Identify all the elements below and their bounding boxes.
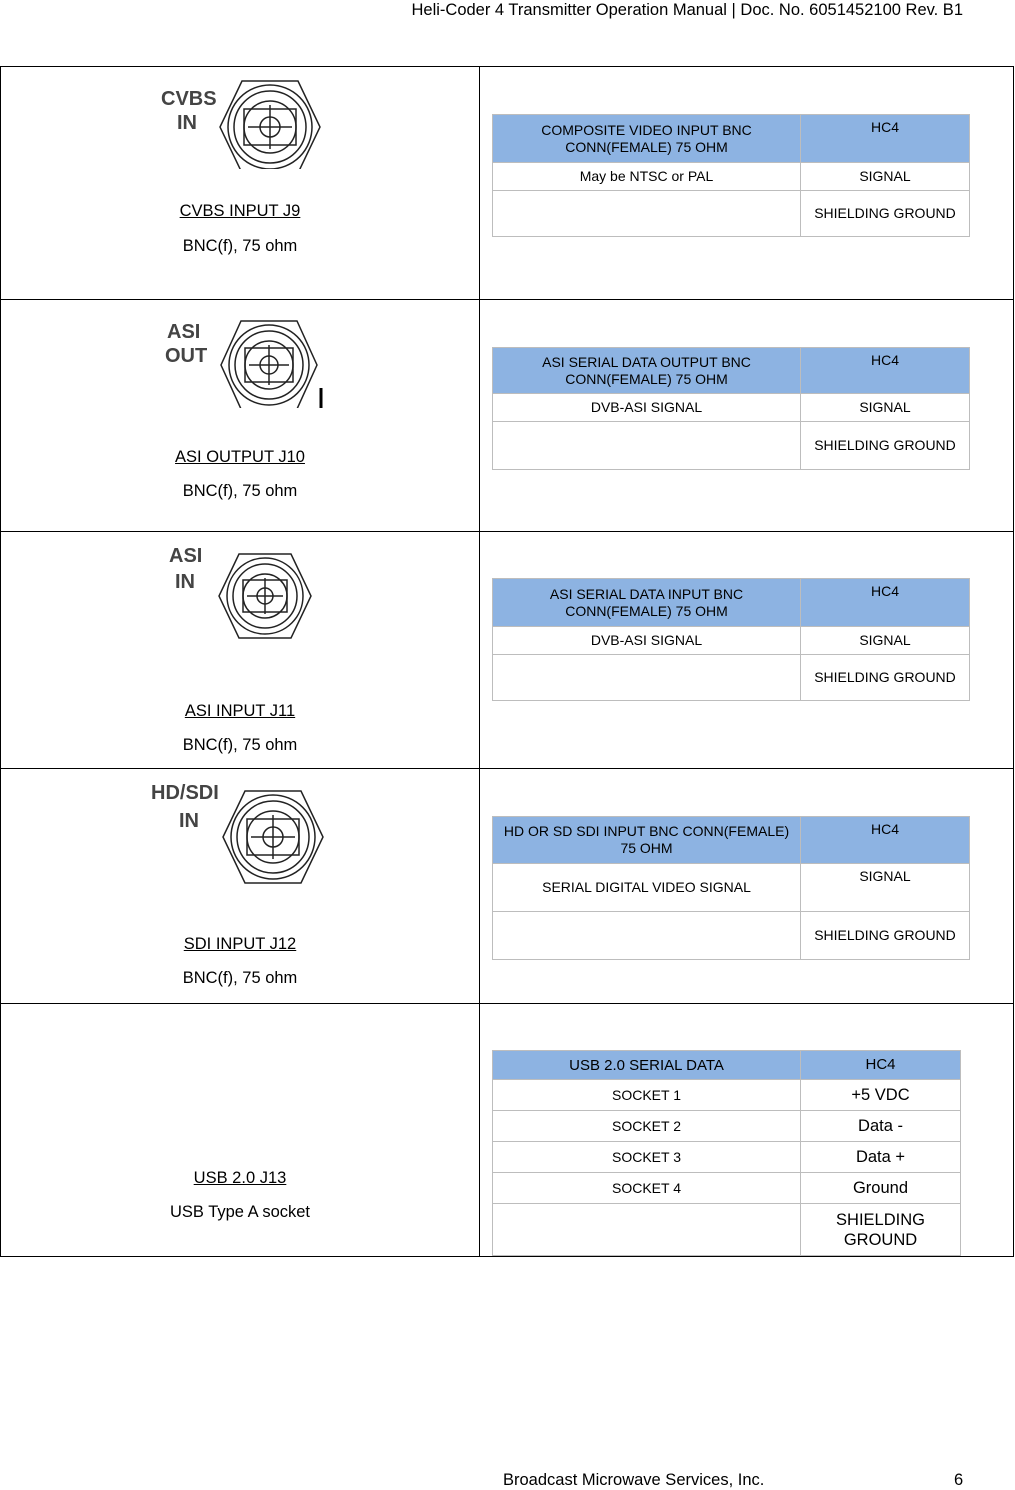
pinout-row (493, 1142, 961, 1173)
connector-description: BNC(f), 75 ohm (182, 237, 298, 255)
pinout-header-description: USB 2.0 SERIAL DATA (493, 1051, 801, 1080)
pinout-cell-function: SHIELDING GROUND (801, 191, 970, 237)
pinout-cell-description: May be NTSC or PAL (493, 163, 801, 191)
pinout-header-hc4: HC4 (801, 115, 970, 163)
pinout-cell (480, 67, 1014, 300)
pinout-cell-description: SOCKET 4 (493, 1173, 801, 1204)
pinout-row (493, 1111, 961, 1142)
pinout-row (493, 655, 970, 701)
pinout-cell-function: SIGNAL (801, 627, 970, 655)
pinout-cell-function: SHIELDING GROUND (801, 912, 970, 960)
connector-label-line2: IN (175, 571, 195, 593)
page-number: 6 (954, 1471, 964, 1489)
pinout-cell-function: SIGNAL (801, 163, 970, 191)
pinout-cell-description: DVB-ASI SIGNAL (493, 394, 801, 422)
connector-cell (1, 769, 480, 1004)
connector-row (1, 67, 1014, 300)
pinout-cell-function: SIGNAL (801, 864, 970, 912)
pinout-header-row (493, 348, 970, 394)
pinout-table (492, 816, 970, 960)
pinout-cell-function: SHIELDING GROUND (801, 655, 970, 701)
pinout-header-description: ASI SERIAL DATA INPUT BNC CONN(FEMALE) 75 OHM (493, 579, 801, 627)
page-header: Heli-Coder 4 Transmitter Operation Manual | Doc. No. 6051452100 Rev. B1 (411, 1, 963, 19)
connector-name: ASI INPUT J11 (184, 702, 296, 720)
pinout-header-description: ASI SERIAL DATA OUTPUT BNC CONN(FEMALE) 75 OHM (493, 348, 801, 394)
pinout-cell-function: SHIELDING GROUND (801, 422, 970, 470)
connector-row (1, 1004, 1014, 1257)
pinout-cell-description (493, 912, 801, 960)
pinout-cell-description (493, 1204, 801, 1256)
pinout-row (493, 191, 970, 237)
pinout-cell (480, 1004, 1014, 1257)
pinout-cell (480, 769, 1014, 1004)
connector-name: ASI OUTPUT J10 (175, 448, 305, 466)
pinout-header-row (493, 817, 970, 864)
pinout-cell-function: SIGNAL (801, 394, 970, 422)
pinout-cell-function: Data + (801, 1142, 961, 1173)
pinout-cell-function: Data - (801, 1111, 961, 1142)
connector-label-line2: IN (179, 810, 199, 832)
pinout-table (492, 347, 970, 470)
connector-label-line1: ASI (169, 545, 203, 567)
connector-row (1, 532, 1014, 769)
pinout-row (493, 1080, 961, 1111)
connector-description: BNC(f), 75 ohm (182, 482, 298, 500)
connector-name: CVBS INPUT J9 (179, 202, 301, 220)
pinout-row (493, 912, 970, 960)
pinout-cell-function: SHIELDING GROUND (801, 1204, 961, 1256)
pinout-header-description: COMPOSITE VIDEO INPUT BNC CONN(FEMALE) 75 OHM (493, 115, 801, 163)
pinout-cell-function: Ground (801, 1173, 961, 1204)
pinout-cell-description: SERIAL DIGITAL VIDEO SIGNAL (493, 864, 801, 912)
pinout-row (493, 864, 970, 912)
pinout-header-hc4: HC4 (801, 817, 970, 864)
pinout-cell (480, 300, 1014, 532)
connector-label-line1: CVBS (161, 88, 217, 110)
pinout-cell-function: +5 VDC (801, 1080, 961, 1111)
bnc-connector-icon (149, 540, 329, 640)
connector-cell (1, 67, 480, 300)
connector-label-line1: ASI (167, 321, 201, 343)
pinout-row (493, 627, 970, 655)
pinout-cell-description: SOCKET 3 (493, 1142, 801, 1173)
footer-company: Broadcast Microwave Services, Inc. (503, 1471, 765, 1489)
pinout-table (492, 578, 970, 701)
connector-label-line2: IN (177, 112, 197, 134)
connector-name: USB 2.0 J13 (193, 1169, 287, 1187)
pinout-header-hc4: HC4 (801, 1051, 961, 1080)
pinout-header-hc4: HC4 (801, 579, 970, 627)
pinout-header-description: HD OR SD SDI INPUT BNC CONN(FEMALE) 75 OHM (493, 817, 801, 864)
bnc-connector-icon (149, 777, 329, 893)
pinout-row (493, 163, 970, 191)
pinout-table (492, 1050, 961, 1256)
bnc-connector-icon (149, 79, 329, 169)
pinout-cell-description: SOCKET 1 (493, 1080, 801, 1111)
pinout-header-hc4: HC4 (801, 348, 970, 394)
connector-label-line1: HD/SDI (151, 782, 219, 804)
connector-name: SDI INPUT J12 (183, 935, 297, 953)
pinout-row (493, 1173, 961, 1204)
connector-description: BNC(f), 75 ohm (182, 736, 298, 754)
pinout-cell-description (493, 422, 801, 470)
pinout-header-row (493, 115, 970, 163)
bnc-connector-icon (149, 316, 329, 408)
pinout-row (493, 1204, 961, 1256)
connector-table (0, 66, 1014, 1257)
connector-row (1, 769, 1014, 1004)
connector-description: BNC(f), 75 ohm (182, 969, 298, 987)
connector-row (1, 300, 1014, 532)
pinout-cell-description (493, 191, 801, 237)
pinout-cell-description: SOCKET 2 (493, 1111, 801, 1142)
pinout-table (492, 114, 970, 237)
pinout-cell (480, 532, 1014, 769)
connector-description: USB Type A socket (169, 1203, 311, 1221)
connector-cell (1, 532, 480, 769)
connector-cell (1, 1004, 480, 1257)
pinout-header-row (493, 1051, 961, 1080)
pinout-row (493, 422, 970, 470)
pinout-header-row (493, 579, 970, 627)
pinout-row (493, 394, 970, 422)
connector-cell (1, 300, 480, 532)
pinout-cell-description: DVB-ASI SIGNAL (493, 627, 801, 655)
pinout-cell-description (493, 655, 801, 701)
connector-label-line2: OUT (165, 345, 208, 367)
